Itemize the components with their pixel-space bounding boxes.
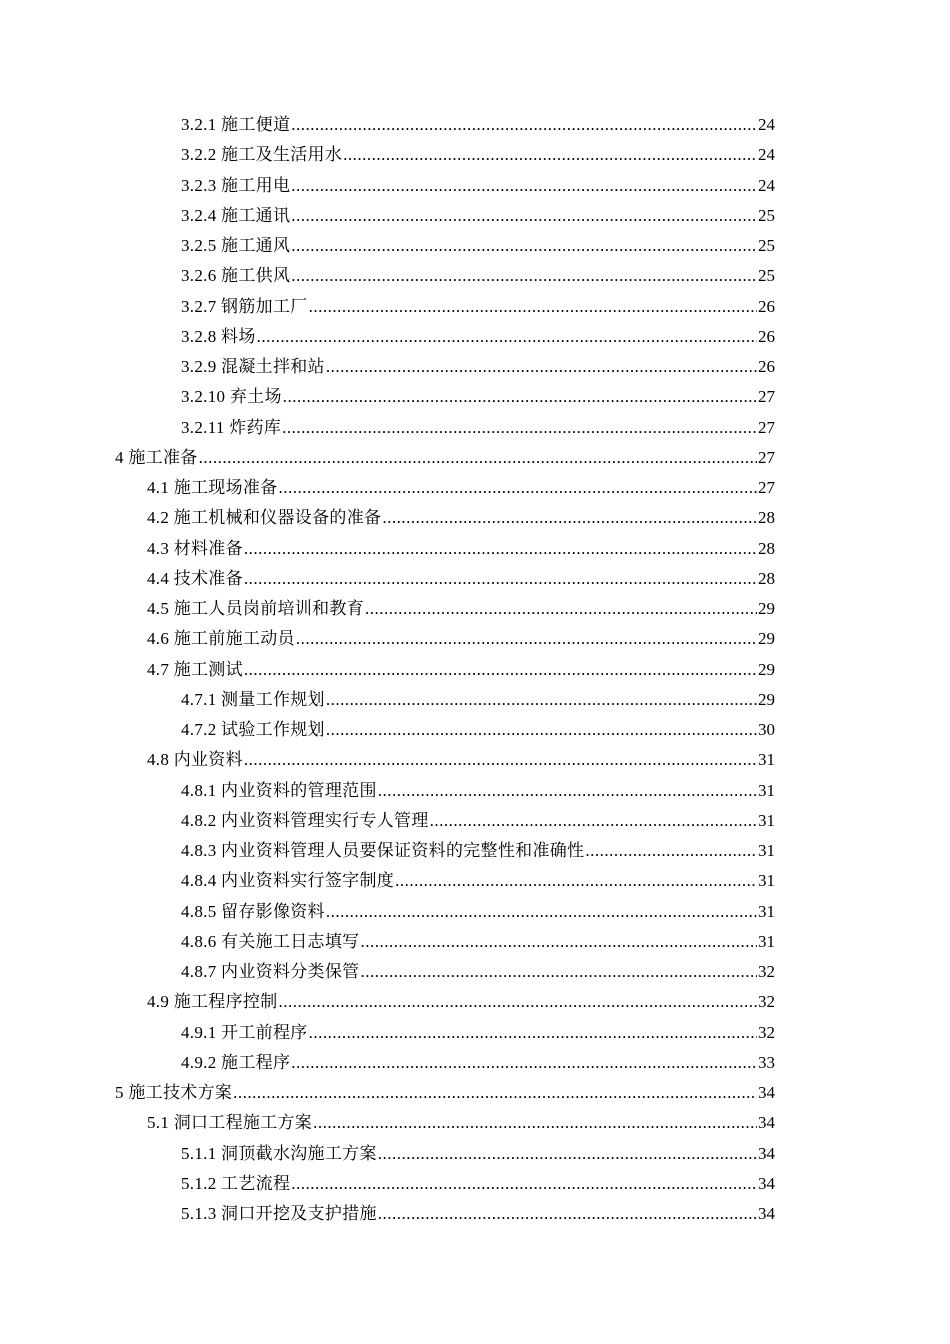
- toc-entry[interactable]: [0, 1139, 950, 1169]
- toc-entry[interactable]: [0, 443, 950, 473]
- toc-entry-title: 3.2.5 施工通风: [181, 236, 291, 256]
- toc-dot-leader: [279, 478, 758, 498]
- toc-entry-page-number: 25: [758, 205, 775, 225]
- toc-entry-page-number: 25: [758, 236, 775, 256]
- toc-entry[interactable]: [0, 866, 950, 896]
- toc-dot-leader: [282, 418, 757, 438]
- toc-entry-page-number: 25: [758, 266, 775, 286]
- toc-entry[interactable]: [0, 624, 950, 654]
- toc-entry-title: 4.1 施工现场准备: [147, 478, 278, 498]
- toc-entry-page-number: 34: [758, 1083, 775, 1103]
- toc-dot-leader: [279, 992, 758, 1012]
- toc-entry[interactable]: [0, 1078, 950, 1108]
- toc-dot-leader: [199, 448, 757, 468]
- toc-entry[interactable]: [0, 503, 950, 533]
- toc-entry[interactable]: [0, 655, 950, 685]
- toc-entry[interactable]: [0, 352, 950, 382]
- toc-dot-leader: [309, 297, 757, 317]
- toc-entry-page-number: 28: [758, 538, 775, 558]
- toc-entry-title: 4.4 技术准备: [147, 568, 243, 588]
- toc-entry-page-number: 24: [758, 175, 775, 195]
- toc-entry-title: 4.8.3 内业资料管理人员要保证资料的完整性和准确性: [181, 841, 585, 861]
- toc-entry-page-number: 26: [758, 357, 775, 377]
- toc-entry[interactable]: [0, 836, 950, 866]
- toc-entry-title: 4.8 内业资料: [147, 750, 243, 770]
- toc-entry[interactable]: [0, 806, 950, 836]
- toc-entry-page-number: 31: [758, 871, 775, 891]
- toc-dot-leader: [382, 508, 757, 528]
- toc-entry[interactable]: [0, 201, 950, 231]
- toc-dot-leader: [326, 720, 757, 740]
- toc-dot-leader: [365, 599, 757, 619]
- table-of-contents: [0, 110, 950, 1229]
- toc-entry-title: 4.8.6 有关施工日志填写: [181, 931, 360, 951]
- toc-entry-page-number: 31: [758, 901, 775, 921]
- toc-dot-leader: [378, 1144, 757, 1164]
- toc-entry[interactable]: [0, 745, 950, 775]
- toc-entry[interactable]: [0, 1018, 950, 1048]
- toc-entry-title: 3.2.4 施工通讯: [181, 205, 291, 225]
- toc-dot-leader: [343, 145, 757, 165]
- toc-entry-page-number: 27: [758, 478, 775, 498]
- toc-entry-page-number: 31: [758, 780, 775, 800]
- toc-entry-title: 3.2.7 钢筋加工厂: [181, 296, 308, 316]
- toc-entry-title: 4.9.2 施工程序: [181, 1052, 291, 1072]
- toc-entry-title: 4.6 施工前施工动员: [147, 629, 295, 649]
- toc-entry[interactable]: [0, 473, 950, 503]
- toc-entry-page-number: 32: [758, 962, 775, 982]
- toc-entry-page-number: 34: [758, 1204, 775, 1224]
- toc-entry[interactable]: [0, 594, 950, 624]
- toc-entry-title: 4.7.1 测量工作规划: [181, 689, 325, 709]
- toc-entry-title: 5.1.2 工艺流程: [181, 1173, 291, 1193]
- toc-dot-leader: [378, 781, 757, 801]
- toc-entry-title: 5.1 洞口工程施工方案: [147, 1113, 313, 1133]
- toc-entry[interactable]: [0, 957, 950, 987]
- toc-dot-leader: [309, 1023, 757, 1043]
- toc-entry[interactable]: [0, 140, 950, 170]
- toc-dot-leader: [291, 115, 757, 135]
- toc-dot-leader: [233, 1083, 757, 1103]
- toc-dot-leader: [296, 629, 757, 649]
- toc-dot-leader: [291, 1053, 757, 1073]
- toc-entry-page-number: 28: [758, 508, 775, 528]
- toc-entry[interactable]: [0, 231, 950, 261]
- toc-entry-page-number: 27: [758, 417, 775, 437]
- toc-entry[interactable]: [0, 171, 950, 201]
- toc-entry-page-number: 31: [758, 750, 775, 770]
- toc-entry[interactable]: [0, 715, 950, 745]
- toc-entry-title: 4.8.4 内业资料实行签字制度: [181, 871, 395, 891]
- toc-dot-leader: [283, 387, 757, 407]
- toc-entry-title: 3.2.8 料场: [181, 326, 256, 346]
- toc-entry-page-number: 27: [758, 447, 775, 467]
- toc-entry-title: 4.7.2 试验工作规划: [181, 720, 325, 740]
- toc-dot-leader: [291, 206, 757, 226]
- toc-entry-page-number: 29: [758, 599, 775, 619]
- toc-entry-title: 3.2.2 施工及生活用水: [181, 145, 343, 165]
- toc-entry[interactable]: [0, 927, 950, 957]
- toc-dot-leader: [326, 357, 757, 377]
- toc-entry-title: 4.8.7 内业资料分类保管: [181, 962, 360, 982]
- toc-entry-page-number: 29: [758, 629, 775, 649]
- toc-dot-leader: [395, 871, 757, 891]
- toc-dot-leader: [244, 660, 757, 680]
- toc-dot-leader: [378, 1204, 757, 1224]
- toc-entry-title: 3.2.10 弃土场: [181, 387, 282, 407]
- toc-entry-page-number: 27: [758, 387, 775, 407]
- toc-entry-page-number: 24: [758, 115, 775, 135]
- toc-entry-title: 4 施工准备: [115, 447, 198, 467]
- toc-entry-title: 4.9 施工程序控制: [147, 992, 278, 1012]
- toc-entry[interactable]: [0, 1199, 950, 1229]
- toc-entry[interactable]: [0, 1169, 950, 1199]
- toc-dot-leader: [326, 902, 757, 922]
- toc-entry-page-number: 29: [758, 689, 775, 709]
- toc-dot-leader: [313, 1113, 757, 1133]
- toc-entry-page-number: 29: [758, 659, 775, 679]
- toc-entry[interactable]: [0, 564, 950, 594]
- toc-entry[interactable]: [0, 897, 950, 927]
- toc-dot-leader: [291, 176, 757, 196]
- toc-entry-title: 3.2.6 施工供风: [181, 266, 291, 286]
- toc-dot-leader: [291, 266, 757, 286]
- toc-entry-title: 4.8.1 内业资料的管理范围: [181, 780, 377, 800]
- toc-entry-title: 3.2.9 混凝土拌和站: [181, 357, 325, 377]
- toc-dot-leader: [326, 690, 757, 710]
- toc-entry[interactable]: [0, 382, 950, 412]
- toc-entry[interactable]: [0, 987, 950, 1017]
- toc-entry-page-number: 33: [758, 1052, 775, 1072]
- toc-entry-page-number: 34: [758, 1113, 775, 1133]
- toc-entry-title: 5.1.1 洞顶截水沟施工方案: [181, 1143, 377, 1163]
- toc-entry-page-number: 32: [758, 992, 775, 1012]
- toc-entry-page-number: 34: [758, 1143, 775, 1163]
- toc-entry[interactable]: [0, 685, 950, 715]
- toc-entry-title: 3.2.3 施工用电: [181, 175, 291, 195]
- toc-dot-leader: [360, 962, 757, 982]
- toc-dot-leader: [291, 1174, 757, 1194]
- toc-dot-leader: [430, 811, 757, 831]
- toc-entry-page-number: 30: [758, 720, 775, 740]
- toc-entry[interactable]: [0, 1048, 950, 1078]
- toc-entry-page-number: 31: [758, 931, 775, 951]
- toc-entry[interactable]: [0, 322, 950, 352]
- toc-entry[interactable]: [0, 110, 950, 140]
- toc-entry-page-number: 24: [758, 145, 775, 165]
- toc-entry-title: 3.2.11 炸药库: [181, 417, 282, 437]
- toc-dot-leader: [244, 539, 757, 559]
- toc-dot-leader: [244, 569, 757, 589]
- toc-entry[interactable]: [0, 1108, 950, 1138]
- toc-entry-title: 4.8.2 内业资料管理实行专人管理: [181, 810, 429, 830]
- toc-entry-page-number: 26: [758, 326, 775, 346]
- toc-dot-leader: [291, 236, 757, 256]
- toc-entry-page-number: 31: [758, 841, 775, 861]
- toc-entry-title: 4.5 施工人员岗前培训和教育: [147, 599, 364, 619]
- toc-entry-title: 5.1.3 洞口开挖及支护措施: [181, 1204, 377, 1224]
- toc-entry-title: 3.2.1 施工便道: [181, 115, 291, 135]
- toc-entry-title: 4.3 材料准备: [147, 538, 243, 558]
- toc-entry-title: 5 施工技术方案: [115, 1083, 233, 1103]
- toc-entry[interactable]: [0, 534, 950, 564]
- toc-dot-leader: [257, 327, 757, 347]
- toc-entry-page-number: 31: [758, 810, 775, 830]
- toc-entry[interactable]: [0, 776, 950, 806]
- toc-entry-title: 4.7 施工测试: [147, 659, 243, 679]
- toc-dot-leader: [360, 932, 757, 952]
- toc-entry-page-number: 34: [758, 1173, 775, 1193]
- toc-entry[interactable]: [0, 292, 950, 322]
- toc-entry-title: 4.9.1 开工前程序: [181, 1022, 308, 1042]
- toc-entry-page-number: 32: [758, 1022, 775, 1042]
- toc-entry-title: 4.8.5 留存影像资料: [181, 901, 325, 921]
- toc-entry-page-number: 26: [758, 296, 775, 316]
- toc-dot-leader: [585, 841, 757, 861]
- toc-entry[interactable]: [0, 413, 950, 443]
- toc-entry-page-number: 28: [758, 568, 775, 588]
- toc-dot-leader: [244, 750, 757, 770]
- toc-entry[interactable]: [0, 261, 950, 291]
- toc-entry-title: 4.2 施工机械和仪器设备的准备: [147, 508, 382, 528]
